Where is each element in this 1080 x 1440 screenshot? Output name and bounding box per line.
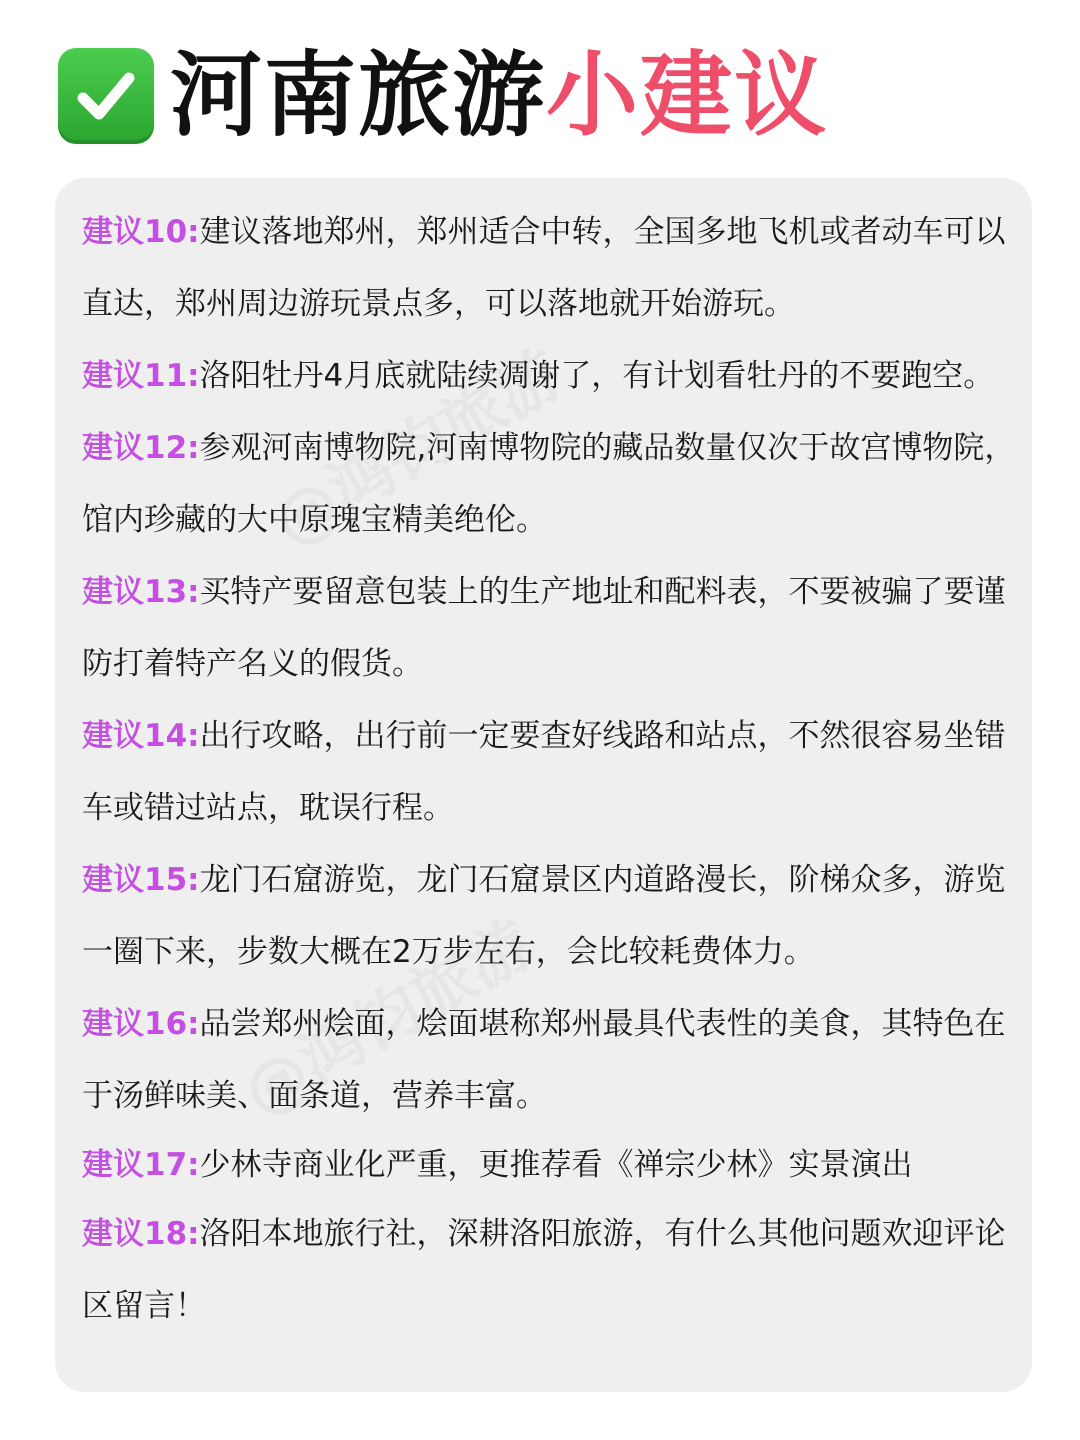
tip-label: 建议18: [82, 1216, 200, 1252]
title-main: 河南旅游 [170, 42, 547, 149]
tip-label: 建议11: [82, 358, 200, 394]
tip-item [82, 1198, 1022, 1342]
tip-label: 建议15: [82, 862, 200, 898]
header [58, 40, 828, 152]
tip-text: 买特产要留意包装上的生产地址和配料表，不要被骗了要谨防打着特产名义的假货。 [82, 574, 1006, 682]
tip-text: 品尝郑州烩面，烩面堪称郑州最具代表性的美食，其特色在于汤鲜味美、面条道，营养丰富。 [82, 1006, 1006, 1114]
check-mark-icon [58, 48, 154, 144]
tip-text: 出行攻略，出行前一定要查好线路和站点，不然很容易坐错车或错过站点，耽误行程。 [82, 718, 1006, 826]
tip-item [82, 196, 1022, 340]
tip-label: 建议12: [82, 430, 200, 466]
tips-panel [55, 178, 1032, 1392]
tip-item [82, 556, 1022, 700]
tip-item [82, 700, 1022, 844]
tip-text: 参观河南博物院,河南博物院的藏品数量仅次于故宫博物院，馆内珍藏的大中原瑰宝精美绝伦。 [82, 430, 1016, 538]
tip-text: 洛阳牡丹4月底就陆续凋谢了，有计划看牡丹的不要跑空。 [199, 358, 995, 394]
tip-text: 建议落地郑州，郑州适合中转，全国多地飞机或者动车可以直达，郑州周边游玩景点多，可以落地就开始游玩。 [82, 214, 1006, 322]
tips-list [82, 196, 1022, 1342]
tip-label: 建议16: [82, 1006, 200, 1042]
tip-text: 龙门石窟游览，龙门石窟景区内道路漫长，阶梯众多，游览一圈下来，步数大概在2万步左右，会比较耗费体力。 [82, 862, 1006, 970]
tip-text: 洛阳本地旅行社，深耕洛阳旅游，有什么其他问题欢迎评论区留言！ [82, 1216, 1006, 1324]
tip-label: 建议17: [82, 1147, 200, 1183]
tip-label: 建议14: [82, 718, 200, 754]
tip-item [82, 412, 1022, 556]
tip-label: 建议10: [82, 214, 200, 250]
tip-label: 建议13: [82, 574, 200, 610]
tip-item [82, 988, 1022, 1132]
tip-item [82, 844, 1022, 988]
tip-item [82, 1132, 1022, 1198]
tip-item [82, 340, 1022, 412]
page-title [170, 42, 829, 149]
title-accent: 小建议 [546, 42, 829, 149]
tip-text: 少林寺商业化严重，更推荐看《禅宗少林》实景演出 [199, 1147, 913, 1183]
